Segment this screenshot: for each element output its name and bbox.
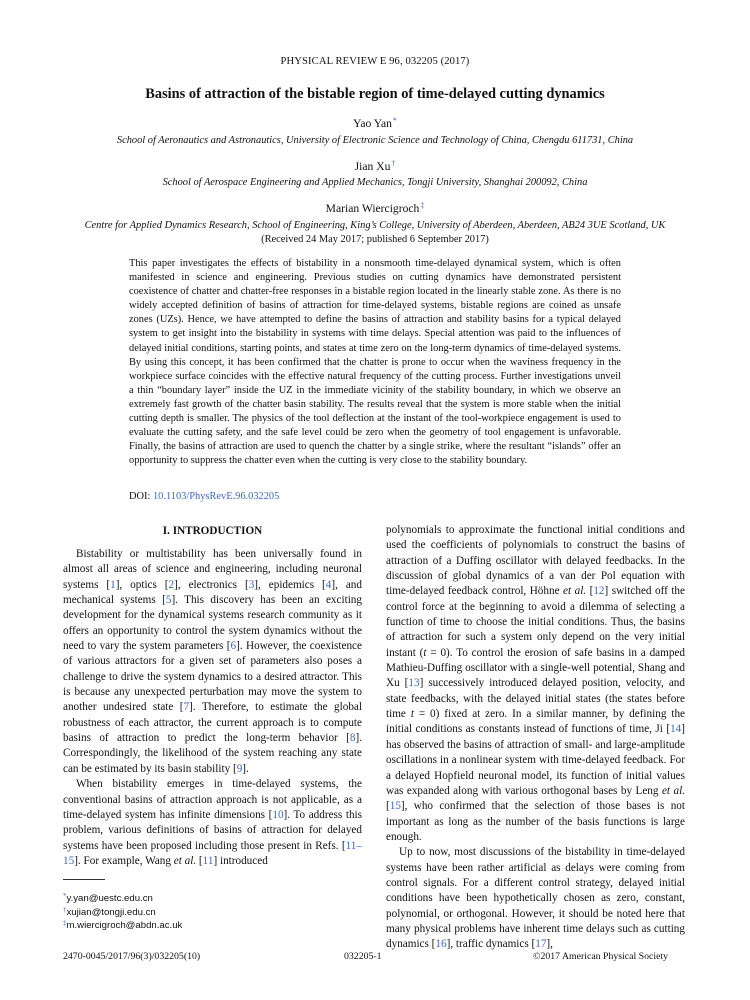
author-name: [0, 202, 750, 215]
left-column: [63, 547, 362, 869]
citation-link[interactable]: 15: [389, 800, 401, 813]
footnote-email: [63, 907, 156, 918]
citation-link[interactable]: 9: [236, 762, 243, 775]
italic-text: et al.: [661, 784, 686, 797]
affiliation-wiercigroch: Centre for Applied Dynamics Research, School of Engineering, King’s College, University of Aberdeen, Aberdeen, AB24 3UE Scotland, UK: [84, 220, 666, 231]
author-name: [0, 160, 750, 173]
intro-paragraph-2: When bistability emerges in time-delayed systems, the conventional basins of attraction approach is not applicable, as a time-delayed system has infinite dimensions [10]. To address this problem, various definitions of basins of attraction for delayed systems have been proposed including those present in Refs. [11–15]. For example, Wang et al. [11] introduced: [63, 778, 363, 867]
footer-issn: 2470-0045/2017/96(3)/032205(10): [63, 951, 201, 962]
footnote-email: [63, 893, 153, 904]
section-heading: I. INTRODUCTION: [162, 525, 263, 537]
footnote-mark: ‡: [63, 919, 67, 927]
citation-link[interactable]: 14: [670, 723, 682, 736]
intro-paragraph-4: Up to now, most discussions of the bistability in time-delayed systems have been rather artificial as delays were coming from control signals. For a different control strategy, delayed initial conditions have been hypothetically chosen as zero, constant, polynomial, or orthogonal. However, it should be noted here that many physical problems have inherent time delays such as cutting dynamics [16], traffic dynamics [17],: [386, 846, 685, 951]
email-yan[interactable]: y.yan@uestc.edu.cn: [66, 893, 153, 904]
footnote-mark: *: [63, 892, 67, 900]
italic-text: et al.: [173, 854, 197, 867]
citation-link[interactable]: 13: [408, 677, 420, 690]
doi-link[interactable]: 10.1103/PhysRevE.96.032205: [152, 491, 280, 502]
footnote-mark: †: [63, 906, 67, 914]
email-xu[interactable]: xujian@tongji.edu.cn: [66, 907, 156, 918]
affiliation-xu: School of Aerospace Engineering and Applied Mechanics, Tongji University, Shanghai 200092, China: [162, 177, 588, 188]
citation-link[interactable]: 1: [110, 578, 116, 591]
footer-copyright: ©2017 American Physical Society: [533, 951, 669, 962]
received-published-dates: (Received 24 May 2017; published 6 September 2017): [261, 234, 489, 245]
author-name: [0, 117, 750, 130]
citation-link[interactable]: 16: [435, 938, 447, 951]
footnote-divider: [63, 879, 105, 880]
doi-line: [129, 491, 279, 502]
citation-link[interactable]: 5: [165, 594, 172, 607]
italic-text: t: [423, 646, 427, 659]
footer-page-number: 032205-1: [344, 951, 382, 962]
abstract: This paper investigates the effects of bistability in a nonsmooth time-delayed dynamical system, which is often manifested in science and engineering. Previous studies on cutting dynamics have demonstrated persistent coexistence of chatter and chatter-free responses in a bistable region located in the linearly stable zone. As there is no widely accepted definition of basins of attraction for time-delayed systems, bistable regions are coined as unsafe zones (UZs). Hence, we have attempted to define the basins of attraction and stability basins for a typical delayed system to get insight into the bistability in systems with time delays. Special attention was paid to the influences of delayed initial conditions, starting points, and states at time zero on the long-term dynamics of time-delayed systems. By using this concept, it has been confirmed that the chatter is prone to occur when the waviness frequency in the workpiece surface coincides with the effective natural frequency of the cutting process. Further investigations unveil a thin “boundary layer” inside the UZ in the immediate vicinity of the stability boundary, in which we observe an extremely fast growth of the chatter basin stability. The results reveal that the system is more stable when the initial cutting depth is smaller. The physics of the tool deflection at the instant of the tool-workpiece engagement is used to evaluate the cutting safety, and the safe level could be zero when the geometry of tool engagement is unfavorable. Finally, the basins of attraction are used to quench the chatter by a single strike, where the resultant “islands” offer an opportunity to suppress the chatter even when the cutting is very close to the stability boundary.: [129, 258, 621, 467]
affiliation-yan: School of Aeronautics and Astronautics, University of Electronic Science and Technology of China, Chengdu 611731, China: [116, 135, 634, 146]
email-wiercigroch[interactable]: m.wiercigroch@abdn.ac.uk: [66, 920, 183, 931]
footnote-mark-link[interactable]: *: [392, 116, 397, 125]
citation-link[interactable]: 11–15: [63, 839, 362, 867]
footnote-mark-link[interactable]: †: [391, 159, 396, 168]
author-yan: Yao Yan: [353, 117, 392, 130]
citation-link[interactable]: 7: [183, 701, 190, 714]
citation-link[interactable]: 6: [230, 640, 237, 653]
doi-label: DOI:: [129, 491, 151, 502]
citation-link[interactable]: 12: [593, 585, 605, 598]
paper-title: Basins of attraction of the bistable region of time-delayed cutting dynamics: [145, 86, 605, 102]
citation-link[interactable]: 3: [248, 578, 255, 591]
journal-header: PHYSICAL REVIEW E 96, 032205 (2017): [280, 56, 470, 67]
intro-paragraph-1: Bistability or multistability has been universally found in almost all areas of science and engineering, including neuronal systems [1], optics [2], electronics [3], epidemics [4], and mechanical systems [5]. This discovery has been an exciting development for the dynamical systems research community as it offers an opportunity to control the system dynamics without the need to vary the system parameters [6]. However, the coexistence of various attractors for a given set of parameters also poses a challenge to drive the system dynamics to a desired attractor. This is because any unexpected perturbation may move the system to another undesired state [7]. Therefore, to estimate the global robustness of each attractor, the current approach is to compute basins of attraction to predict the long-term behavior [8]. Correspondingly, the likelihood of the system reaching any state can be estimated by its basin stability [9].: [63, 548, 362, 775]
footnote-mark-link[interactable]: ‡: [420, 201, 425, 210]
citation-link[interactable]: 4: [325, 578, 332, 591]
citation-link[interactable]: 11: [202, 854, 214, 867]
author-xu: Jian Xu: [354, 160, 391, 173]
citation-link[interactable]: 17: [535, 938, 547, 951]
citation-link[interactable]: 8: [349, 732, 356, 745]
italic-text: et al.: [563, 585, 587, 598]
citation-link[interactable]: 10: [272, 808, 284, 821]
italic-text: t: [410, 708, 414, 721]
citation-link[interactable]: 2: [168, 578, 175, 591]
author-wiercigroch: Marian Wiercigroch: [325, 202, 420, 215]
intro-paragraph-3: polynomials to approximate the functional initial conditions and used the coefficients of polynomials to construct the basins of attraction of a Duffing oscillator with delayed feedbacks. In the discussion of global dynamics of a van der Pol equation with time-delayed feedback control, Höhne et al. [12] switched off the control force at the beginning to avoid a dilemma of selecting a function of time to choose the initial conditions. Thus, the basins of attraction for such a system only depend on the very initial instant (t = 0). To control the erosion of safe basins in a damped Mathieu-Duffing oscillator with a single-well potential, Shang and Xu [13] successively introduced delayed position, velocity, and state feedbacks, with the delayed initial states (the states before time t = 0) fixed at zero. In a similar manner, by defining the initial conditions as constants instead of functions of time, Ji [14] has observed the basins of attraction of small- and large-amplitude oscillations in a nonlinear system with time-delayed feedback. For a delayed Hopfield neuronal model, its function of initial values was expanded along with various orthogonal bases by Leng et al. [15], who confirmed that the selection of those bases is not important as long as the number of the basis functions is large enough.: [386, 524, 686, 843]
footnote-email: [63, 920, 182, 931]
right-column: [386, 523, 685, 953]
